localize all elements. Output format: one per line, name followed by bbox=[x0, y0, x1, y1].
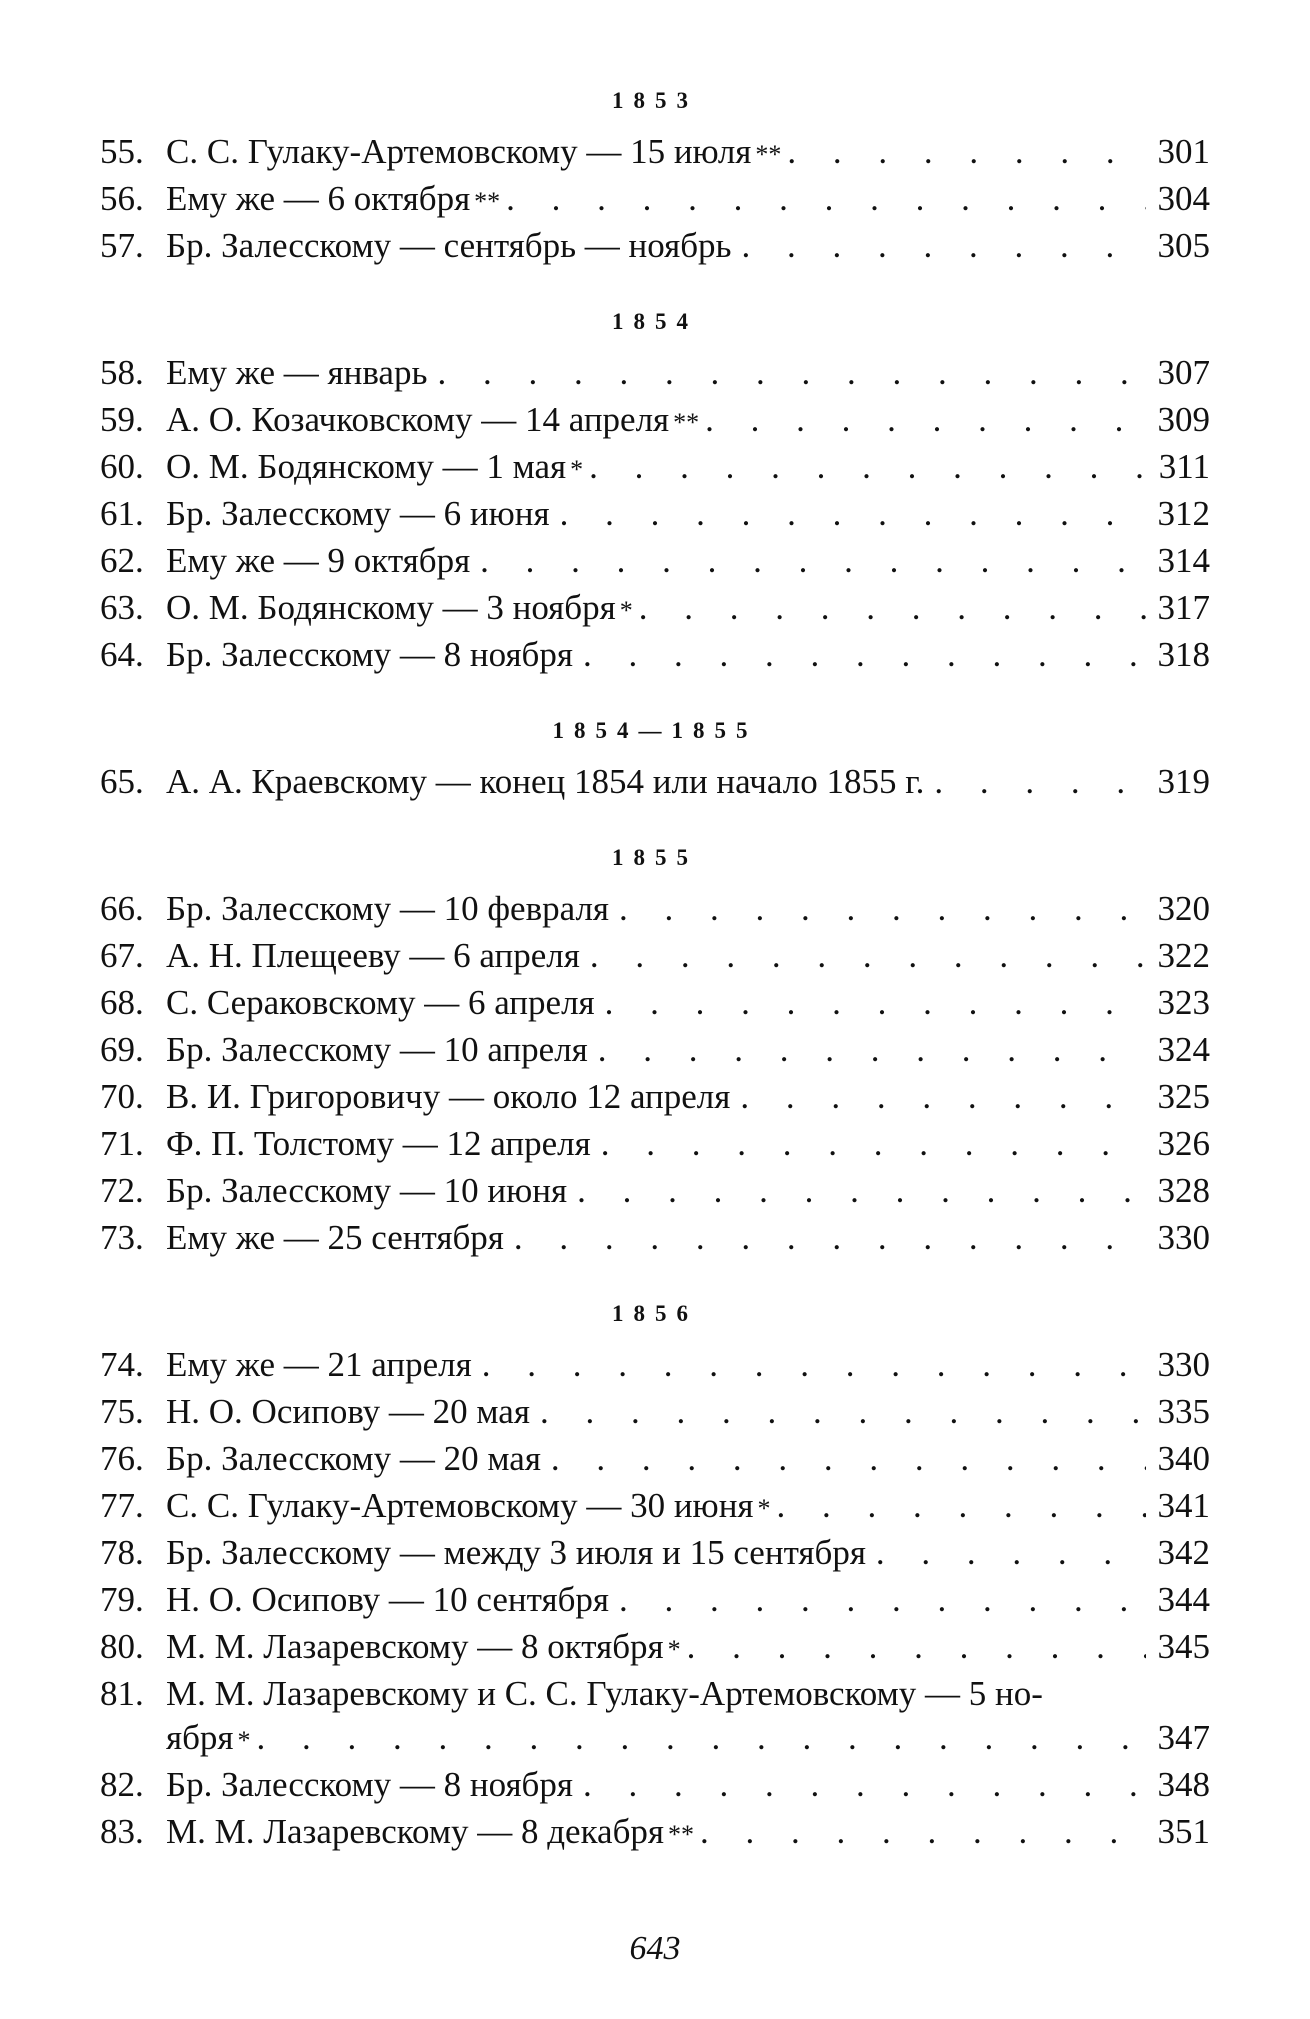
dot-leader bbox=[482, 1343, 1146, 1387]
entry-title: А. О. Козачковскому — 14 апреля ** bbox=[166, 400, 700, 439]
toc-entry bbox=[100, 130, 1210, 177]
entry-title: С. Сераковскому — 6 апреля bbox=[166, 983, 595, 1022]
dot-leader bbox=[540, 1390, 1146, 1434]
entry-title: Бр. Залесскому — 10 июня bbox=[166, 1171, 568, 1210]
dot-leader bbox=[480, 539, 1146, 583]
entry-title: Бр. Залесскому — 10 апреля bbox=[166, 1030, 588, 1069]
entry-title-continuation: ября * bbox=[166, 1718, 251, 1757]
entry-title: Бр. Залесскому — 6 июня bbox=[166, 494, 550, 533]
entry-title: М. М. Лазаревскому и С. С. Гулаку-Артемовскому — 5 но- bbox=[166, 1674, 1043, 1713]
entry-page-number: 340 bbox=[1157, 1439, 1210, 1478]
entry-page-number: 311 bbox=[1158, 447, 1210, 486]
dot-leader bbox=[590, 934, 1146, 978]
entry-marker: * bbox=[757, 1494, 771, 1523]
entry-number: 82. bbox=[100, 1765, 144, 1804]
toc-entry bbox=[100, 1578, 1210, 1625]
entry-page-number: 328 bbox=[1157, 1171, 1210, 1210]
dot-leader bbox=[506, 177, 1146, 221]
entry-number: 75. bbox=[100, 1392, 144, 1431]
dot-leader bbox=[619, 887, 1146, 931]
entry-number: 61. bbox=[100, 494, 144, 533]
table-of-contents bbox=[100, 88, 1210, 1895]
entry-page-number: 330 bbox=[1157, 1345, 1210, 1384]
year-heading: 1854 bbox=[612, 309, 698, 334]
entry-page-number: 344 bbox=[1157, 1580, 1210, 1619]
entry-number: 66. bbox=[100, 889, 144, 928]
entry-page-number: 320 bbox=[1157, 889, 1210, 928]
entry-number: 78. bbox=[100, 1533, 144, 1572]
entry-title: О. М. Бодянскому — 1 мая * bbox=[166, 447, 584, 486]
entry-title: Ему же — 25 сентября bbox=[166, 1218, 504, 1257]
entry-page-number: 309 bbox=[1157, 400, 1210, 439]
toc-entry bbox=[100, 934, 1210, 981]
entry-number: 65. bbox=[100, 762, 144, 801]
entry-title: Бр. Залесскому — 10 февраля bbox=[166, 889, 610, 928]
entry-title: А. Н. Плещееву — 6 апреля bbox=[166, 936, 580, 975]
entry-page-number: 307 bbox=[1157, 353, 1210, 392]
year-heading: 1854—1855 bbox=[552, 718, 758, 743]
dot-leader bbox=[589, 445, 1146, 489]
entry-page-number: 348 bbox=[1157, 1765, 1210, 1804]
dot-leader bbox=[514, 1216, 1146, 1260]
toc-entry bbox=[100, 445, 1210, 492]
entry-number: 62. bbox=[100, 541, 144, 580]
toc-entry bbox=[100, 586, 1210, 633]
entry-number: 58. bbox=[100, 353, 144, 392]
dot-leader bbox=[601, 1122, 1146, 1166]
entry-number: 55. bbox=[100, 132, 144, 171]
toc-entry bbox=[100, 177, 1210, 224]
toc-entry bbox=[100, 1531, 1210, 1578]
toc-entry bbox=[100, 1122, 1210, 1169]
entry-page-number: 345 bbox=[1157, 1627, 1210, 1666]
dot-leader bbox=[742, 224, 1147, 268]
entry-page-number: 347 bbox=[1157, 1718, 1210, 1757]
entry-page-number: 317 bbox=[1157, 588, 1210, 627]
page-number: 643 bbox=[629, 1930, 681, 1967]
toc-entry bbox=[100, 887, 1210, 934]
toc-entry bbox=[100, 1075, 1210, 1122]
entry-title: Н. О. Осипову — 10 сентября bbox=[166, 1580, 609, 1619]
toc-entry bbox=[100, 1169, 1210, 1216]
toc-entry bbox=[100, 224, 1210, 271]
year-heading: 1855 bbox=[612, 845, 698, 870]
toc-entry bbox=[100, 351, 1210, 398]
dot-leader bbox=[583, 1763, 1146, 1807]
dot-leader bbox=[934, 760, 1146, 804]
dot-leader bbox=[700, 1810, 1146, 1854]
toc-entry bbox=[100, 1343, 1210, 1390]
entry-title: А. А. Краевскому — конец 1854 или начало 1855 г. bbox=[166, 762, 925, 801]
entry-number: 70. bbox=[100, 1077, 144, 1116]
entry-marker: * bbox=[619, 596, 633, 625]
entry-number: 81. bbox=[100, 1674, 144, 1713]
toc-entry bbox=[100, 633, 1210, 680]
entry-page-number: 312 bbox=[1157, 494, 1210, 533]
entry-page-number: 319 bbox=[1157, 762, 1210, 801]
dot-leader bbox=[560, 492, 1146, 536]
entry-page-number: 314 bbox=[1157, 541, 1210, 580]
entry-number: 73. bbox=[100, 1218, 144, 1257]
entry-number: 68. bbox=[100, 983, 144, 1022]
entry-number: 64. bbox=[100, 635, 144, 674]
entry-number: 83. bbox=[100, 1812, 144, 1851]
toc-entry bbox=[100, 398, 1210, 445]
entry-number: 63. bbox=[100, 588, 144, 627]
toc-entry bbox=[100, 1484, 1210, 1531]
entry-title: Бр. Залесскому — 8 ноября bbox=[166, 635, 573, 674]
year-section bbox=[100, 845, 1210, 1263]
dot-leader bbox=[687, 1625, 1146, 1669]
dot-leader bbox=[551, 1437, 1146, 1481]
entry-page-number: 305 bbox=[1157, 226, 1210, 265]
entry-title: М. М. Лазаревскому — 8 октября * bbox=[166, 1627, 681, 1666]
dot-leader bbox=[257, 1716, 1146, 1760]
entry-page-number: 330 bbox=[1157, 1218, 1210, 1257]
entry-marker: * bbox=[237, 1726, 251, 1755]
entry-page-number: 325 bbox=[1157, 1077, 1210, 1116]
entry-page-number: 301 bbox=[1157, 132, 1210, 171]
entry-page-number: 322 bbox=[1157, 936, 1210, 975]
dot-leader bbox=[639, 586, 1146, 630]
year-section bbox=[100, 1301, 1210, 1857]
entry-title: Бр. Залесскому — 20 мая bbox=[166, 1439, 541, 1478]
toc-entry bbox=[100, 1216, 1210, 1263]
entry-title: М. М. Лазаревскому — 8 декабря ** bbox=[166, 1812, 694, 1851]
toc-entry bbox=[100, 1763, 1210, 1810]
dot-leader bbox=[876, 1531, 1146, 1575]
dot-leader bbox=[605, 981, 1146, 1025]
dot-leader bbox=[740, 1075, 1146, 1119]
entry-marker: ** bbox=[667, 1820, 694, 1849]
dot-leader bbox=[705, 398, 1146, 442]
entry-title: Н. О. Осипову — 20 мая bbox=[166, 1392, 530, 1431]
entry-title: Ему же — январь bbox=[166, 353, 428, 392]
entry-title: Бр. Залесскому — сентябрь — ноябрь bbox=[166, 226, 732, 265]
entry-number: 59. bbox=[100, 400, 144, 439]
entry-page-number: 335 bbox=[1157, 1392, 1210, 1431]
toc-entry bbox=[100, 1028, 1210, 1075]
entry-page-number: 326 bbox=[1157, 1124, 1210, 1163]
entry-title: В. И. Григоровичу — около 12 апреля bbox=[166, 1077, 731, 1116]
entry-marker: ** bbox=[755, 140, 782, 169]
dot-leader bbox=[787, 130, 1146, 174]
toc-entry bbox=[100, 1810, 1210, 1857]
entry-title: О. М. Бодянскому — 3 ноября * bbox=[166, 588, 633, 627]
entry-number: 69. bbox=[100, 1030, 144, 1069]
entry-number: 72. bbox=[100, 1171, 144, 1210]
entry-marker: * bbox=[667, 1635, 681, 1664]
toc-entry bbox=[100, 492, 1210, 539]
entry-marker: ** bbox=[673, 408, 700, 437]
entry-page-number: 342 bbox=[1157, 1533, 1210, 1572]
toc-entry bbox=[100, 539, 1210, 586]
entry-page-number: 324 bbox=[1157, 1030, 1210, 1069]
year-heading: 1856 bbox=[612, 1301, 698, 1326]
toc-entry bbox=[100, 760, 1210, 807]
toc-entry bbox=[100, 1437, 1210, 1484]
entry-page-number: 323 bbox=[1157, 983, 1210, 1022]
entry-page-number: 304 bbox=[1157, 179, 1210, 218]
dot-leader bbox=[598, 1028, 1146, 1072]
year-section bbox=[100, 718, 1210, 807]
entry-title: Ему же — 9 октября bbox=[166, 541, 471, 580]
entry-page-number: 341 bbox=[1157, 1486, 1210, 1525]
dot-leader bbox=[437, 351, 1146, 395]
entry-page-number: 351 bbox=[1157, 1812, 1210, 1851]
entry-title: С. С. Гулаку-Артемовскому — 15 июля ** bbox=[166, 132, 782, 171]
entry-number: 76. bbox=[100, 1439, 144, 1478]
entry-title: Ф. П. Толстому — 12 апреля bbox=[166, 1124, 591, 1163]
entry-number: 77. bbox=[100, 1486, 144, 1525]
entry-title: Бр. Залесскому — 8 ноября bbox=[166, 1765, 573, 1804]
dot-leader bbox=[777, 1484, 1146, 1528]
toc-entry bbox=[100, 1672, 1210, 1716]
entry-title: Ему же — 6 октября ** bbox=[166, 179, 501, 218]
toc-entry bbox=[100, 1625, 1210, 1672]
entry-number: 79. bbox=[100, 1580, 144, 1619]
toc-entry-continuation bbox=[100, 1716, 1210, 1763]
entry-number: 60. bbox=[100, 447, 144, 486]
toc-entry bbox=[100, 1390, 1210, 1437]
entry-number: 80. bbox=[100, 1627, 144, 1666]
entry-title: Бр. Залесскому — между 3 июля и 15 сентября bbox=[166, 1533, 866, 1572]
entry-number: 57. bbox=[100, 226, 144, 265]
dot-leader bbox=[619, 1578, 1146, 1622]
toc-entry bbox=[100, 981, 1210, 1028]
entry-number: 71. bbox=[100, 1124, 144, 1163]
entry-page-number: 318 bbox=[1157, 635, 1210, 674]
dot-leader bbox=[583, 633, 1146, 677]
entry-title: С. С. Гулаку-Артемовскому — 30 июня * bbox=[166, 1486, 771, 1525]
year-heading: 1853 bbox=[612, 88, 698, 113]
entry-number: 56. bbox=[100, 179, 144, 218]
year-section bbox=[100, 309, 1210, 680]
year-section bbox=[100, 88, 1210, 271]
entry-number: 74. bbox=[100, 1345, 144, 1384]
entry-number: 67. bbox=[100, 936, 144, 975]
dot-leader bbox=[577, 1169, 1146, 1213]
entry-title: Ему же — 21 апреля bbox=[166, 1345, 472, 1384]
entry-marker: * bbox=[570, 455, 584, 484]
entry-marker: ** bbox=[474, 187, 501, 216]
